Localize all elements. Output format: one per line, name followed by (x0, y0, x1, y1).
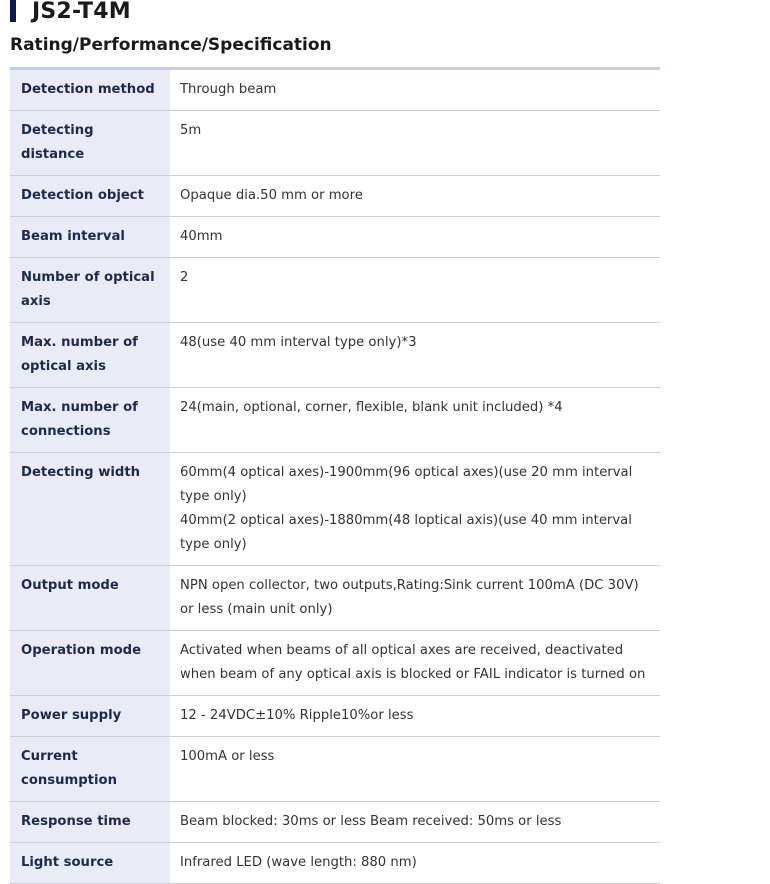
spec-value-line: 5m (180, 123, 202, 138)
spec-row (10, 258, 660, 323)
spec-row (10, 737, 660, 802)
spec-row (10, 696, 660, 737)
spec-value (170, 566, 660, 631)
spec-value (170, 69, 660, 111)
spec-value-line: Activated when beams of all optical axes are received, deactivated when beam of any optical axis is blocked or FAIL indicator is turned on (180, 643, 646, 682)
spec-label: Light source (10, 843, 170, 884)
spec-value-line: 48(use 40 mm interval type only)*3 (180, 335, 417, 350)
spec-label: Detection method (10, 69, 170, 111)
spec-label: Max. number of connections (10, 388, 170, 453)
spec-row (10, 453, 660, 566)
spec-value-line: 40mm(2 optical axes)-1880mm(48 loptical axis)(use 40 mm interval type only) (180, 513, 632, 552)
spec-table (10, 67, 660, 884)
spec-label: Operation mode (10, 631, 170, 696)
spec-row (10, 843, 660, 884)
spec-value-line: 12 - 24VDC±10% Ripple10%or less (180, 708, 414, 723)
spec-value-line: NPN open collector, two outputs,Rating:Sink current 100mA (DC 30V) or less (main unit only) (180, 578, 639, 617)
spec-row (10, 631, 660, 696)
spec-value (170, 388, 660, 453)
spec-row (10, 323, 660, 388)
spec-table-body (10, 69, 660, 884)
spec-label: Beam interval (10, 217, 170, 258)
spec-label: Power supply (10, 696, 170, 737)
spec-value (170, 696, 660, 737)
spec-label: Detecting distance (10, 111, 170, 176)
spec-row (10, 802, 660, 843)
spec-value-line: 60mm(4 optical axes)-1900mm(96 optical axes)(use 20 mm interval type only) (180, 465, 633, 504)
spec-value (170, 631, 660, 696)
spec-label: Current consumption (10, 737, 170, 802)
spec-value-line: Infrared LED (wave length: 880 nm) (180, 855, 417, 870)
spec-value (170, 802, 660, 843)
spec-label: Response time (10, 802, 170, 843)
spec-value (170, 111, 660, 176)
spec-row (10, 176, 660, 217)
spec-value-line: 24(main, optional, corner, flexible, blank unit included) *4 (180, 400, 563, 415)
spec-value-line: Beam blocked: 30ms or less Beam received: 50ms or less (180, 814, 562, 829)
spec-label: Number of optical axis (10, 258, 170, 323)
spec-value-line: 2 (180, 270, 189, 285)
spec-label: Max. number of optical axis (10, 323, 170, 388)
spec-value (170, 258, 660, 323)
section-heading: Rating/Performance/Specification (10, 35, 332, 55)
spec-label: Detection object (10, 176, 170, 217)
spec-value (170, 737, 660, 802)
title-accent-bar (10, 0, 16, 22)
spec-value (170, 176, 660, 217)
spec-value-line: Opaque dia.50 mm or more (180, 188, 363, 203)
spec-value-line: 40mm (180, 229, 223, 244)
spec-row (10, 111, 660, 176)
spec-row (10, 217, 660, 258)
spec-value (170, 843, 660, 884)
spec-value (170, 217, 660, 258)
spec-value-line: Through beam (180, 82, 277, 97)
spec-row (10, 566, 660, 631)
page-title (10, 0, 131, 24)
spec-row (10, 388, 660, 453)
product-title: JS2-T4M (32, 0, 131, 24)
spec-row (10, 69, 660, 111)
spec-value (170, 453, 660, 566)
spec-value-line: 100mA or less (180, 749, 275, 764)
spec-label: Output mode (10, 566, 170, 631)
spec-value (170, 323, 660, 388)
spec-label: Detecting width (10, 453, 170, 566)
